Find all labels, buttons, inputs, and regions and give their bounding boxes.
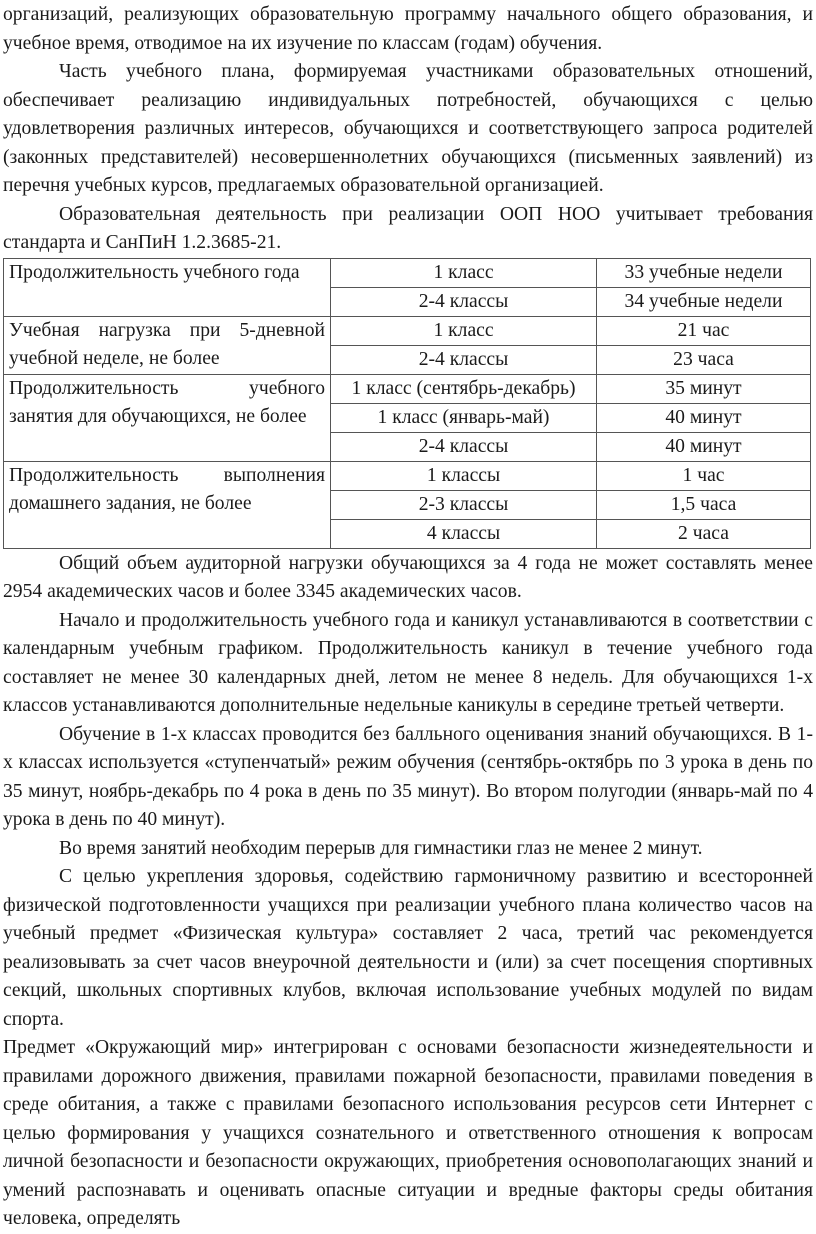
class-cell: 2-3 классы	[331, 490, 597, 519]
value-cell: 1 час	[597, 461, 811, 490]
table-row	[4, 316, 811, 345]
value-cell: 40 минут	[597, 432, 811, 461]
table-row	[4, 461, 811, 490]
class-cell: 2-4 классы	[331, 432, 597, 461]
class-cell: 1 класс	[331, 316, 597, 345]
value-cell: 40 минут	[597, 403, 811, 432]
paragraph-elective-part: Часть учебного плана, формируемая участниками образовательных отношений, обеспечивает реализацию индивидуальных потребностей, обучающихся с целью удовлетворения различных интересов, обучающихся и соответствующего запроса родителей (законных представителей) несовершеннолетних обучающихся (письменных заявлений) из перечня учебных курсов, предлагаемых образовательной организацией.	[3, 61, 813, 196]
study-load-table	[3, 258, 811, 549]
class-cell: 1 класс (сентябрь-декабрь)	[331, 374, 597, 403]
value-cell: 1,5 часа	[597, 490, 811, 519]
class-cell: 2-4 классы	[331, 345, 597, 374]
row-label-lesson-duration: Продолжительность учебного занятия для обучающихся, не более	[4, 374, 331, 461]
paragraph-curriculum-intro: организаций, реализующих образовательную программу начального общего образования, и учебное время, отводимое на их изучение по классам (годам) обучения.	[3, 4, 813, 54]
class-cell: 2-4 классы	[331, 287, 597, 316]
value-cell: 21 час	[597, 316, 811, 345]
table-row	[4, 258, 811, 287]
paragraph-sanpin-requirements: Образовательная деятельность при реализации ООП НОО учитывает требования стандарта и СанПиН 1.2.3685-21.	[3, 203, 813, 253]
row-label-weekly-load: Учебная нагрузка при 5-дневной учебной неделе, не более	[4, 316, 331, 374]
paragraph-world-around-us: Предмет «Окружающий мир» интегрирован с основами безопасности жизнедеятельности и правилами дорожного движения, правилами пожарной безопасности, правилами поведения в среде обитания, а также с правилами безопасного использования ресурсов сети Интернет с целью формирования у учащихся сознательного и ответственного отношения к вопросам личной безопасности и безопасности окружающих, приобретения основополагающих знаний и умений распознавать и оценивать опасные ситуации и вредные факторы среды обитания человека, определять	[3, 1037, 813, 1229]
class-cell: 4 классы	[331, 519, 597, 548]
value-cell: 35 минут	[597, 374, 811, 403]
paragraph-physical-culture: С целью укрепления здоровья, содействию гармоничному развитию и всесторонней физической подготовленности учащихся при реализации учебного плана количество часов на учебный предмет «Физическая культура» составляет 2 часа, третий час рекомендуется реализовывать за счет часов внеурочной деятельности и (или) за счет посещения спортивных секций, школьных спортивных клубов, включая использование учебных модулей по видам спорта.	[3, 866, 813, 1030]
class-cell: 1 класс	[331, 258, 597, 287]
class-cell: 1 классы	[331, 461, 597, 490]
value-cell: 2 часа	[597, 519, 811, 548]
paragraph-first-grade-mode: Обучение в 1-х классах проводится без балльного оценивания знаний обучающихся. В 1-х классах используется «ступенчатый» режим обучения (сентябрь-октябрь по 3 урока в день по 35 минут, ноябрь-декабрь по 4 рока в день по 35 минут). Во втором полугодии (январь-май по 4 урока в день по 40 минут).	[3, 723, 813, 830]
class-cell: 1 класс (январь-май)	[331, 403, 597, 432]
value-cell: 34 учебные недели	[597, 287, 811, 316]
paragraph-eye-exercise: Во время занятий необходим перерыв для гимнастики глаз не менее 2 минут.	[59, 837, 703, 859]
value-cell: 33 учебные недели	[597, 258, 811, 287]
value-cell: 23 часа	[597, 345, 811, 374]
row-label-homework-duration: Продолжительность выполнения домашнего задания, не более	[4, 461, 331, 548]
row-label-school-year-length: Продолжительность учебного года	[4, 258, 331, 316]
table-row	[4, 374, 811, 403]
paragraph-holidays: Начало и продолжительность учебного года и каникул устанавливаются в соответствии с календарным учебным графиком. Продолжительность каникул в течение учебного года составляет не менее 30 календарных дней, летом не менее 8 недель. Для обучающихся 1-х классов устанавливаются дополнительные недельные каникулы в середине третьей четверти.	[3, 609, 813, 716]
paragraph-total-load: Общий объем аудиторной нагрузки обучающихся за 4 года не может составлять менее 2954 академических часов и более 3345 академических часов.	[3, 552, 813, 602]
